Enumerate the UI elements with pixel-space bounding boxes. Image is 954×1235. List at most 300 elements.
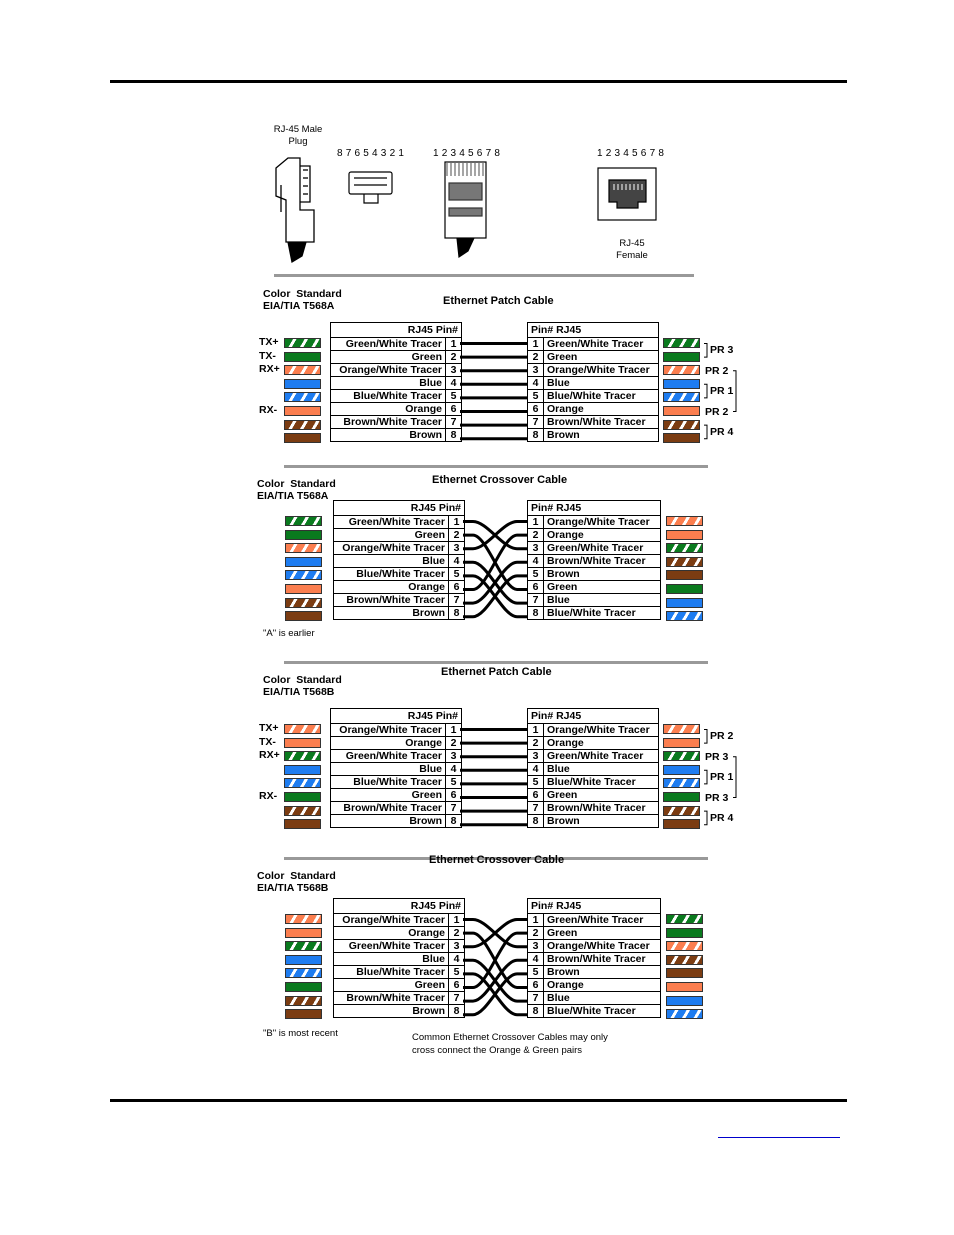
plug-end-icon (349, 172, 392, 203)
pair-label: PR 2 (705, 364, 729, 377)
right-pin-row (528, 428, 658, 441)
right-pin-row (528, 606, 660, 619)
pin-number: 5 (448, 568, 464, 580)
left-pin-row (331, 749, 461, 762)
signal-label: TX+ (259, 336, 279, 348)
left-pin-row (334, 926, 464, 939)
signal-label: TX- (259, 349, 276, 362)
pin-number: 4 (528, 953, 544, 965)
pair-bracket-top (704, 344, 707, 358)
pin-number: 7 (528, 594, 544, 606)
wire-color-name: Green/White Tracer (345, 750, 442, 762)
left-pin-row (334, 939, 464, 952)
signal-label: RX+ (259, 363, 280, 376)
color-standard-label: Color Standard EIA/TIA T568A (257, 478, 336, 502)
pair-bracket-top (704, 730, 707, 744)
left-pin-table (330, 322, 462, 442)
left-pin-row (334, 606, 464, 619)
right-header-text: Pin# RJ45 (531, 710, 582, 722)
pair-label: PR 2 (710, 730, 734, 743)
wire-color-name: Green (411, 351, 442, 363)
wire-color-name: Brown/White Tracer (547, 416, 646, 428)
left-header-text: RJ45 Pin# (410, 502, 461, 514)
pin-number: 6 (448, 979, 464, 991)
cable-title: Ethernet Crossover Cable (432, 474, 568, 486)
right-pin-row (528, 350, 658, 363)
wire-color-name: Blue (419, 763, 442, 775)
right-pin-row (528, 736, 658, 749)
wire-color-name: Blue/White Tracer (356, 966, 445, 978)
wire-color-name: Brown (547, 815, 580, 827)
wire-color-name: Brown (412, 1005, 445, 1017)
left-wire-swatch (285, 611, 322, 621)
left-pin-row (331, 402, 461, 415)
pin-number: 3 (528, 364, 544, 376)
left-wire-swatch (285, 598, 322, 608)
pin-number: 5 (528, 390, 544, 402)
left-pin-row (334, 567, 464, 580)
left-wire-swatch (284, 806, 321, 816)
left-table-header (334, 501, 464, 515)
left-pin-row (331, 389, 461, 402)
right-pin-row (528, 926, 660, 939)
pin-number: 4 (528, 377, 544, 389)
footer-note: Common Ethernet Crossover Cables may only cross connect the Orange & Green pairs (412, 1032, 608, 1056)
right-pin-row (528, 978, 660, 991)
pair-label: PR 1 (710, 385, 734, 398)
wire-color-name: Brown/White Tracer (547, 953, 646, 965)
pin-number: 7 (528, 802, 544, 814)
section-rule (284, 661, 708, 664)
wire-color-name: Brown/White Tracer (547, 802, 646, 814)
pin-number: 5 (528, 776, 544, 788)
right-wire-swatch (663, 738, 700, 748)
left-wire-swatch (284, 738, 321, 748)
right-pin-row (528, 389, 658, 402)
pin-number: 4 (448, 555, 464, 567)
wire-color-name: Blue/White Tracer (353, 390, 442, 402)
pin-number: 3 (528, 542, 544, 554)
female-jack-label: RJ-45 Female (616, 238, 648, 261)
right-pin-table (527, 322, 659, 442)
wire-color-name: Blue (422, 953, 445, 965)
right-wire-swatch (663, 724, 700, 734)
right-wire-swatch (666, 557, 703, 567)
pins-female-label: 12345678 (597, 148, 668, 159)
left-wire-swatch (285, 557, 322, 567)
section-rule (284, 465, 708, 468)
pin-number: 5 (528, 966, 544, 978)
wire-color-name: Blue (547, 594, 570, 606)
left-pin-row (334, 515, 464, 528)
pin-number: 1 (528, 516, 544, 528)
wire-connections (460, 708, 540, 858)
right-pin-row (528, 402, 658, 415)
wire-color-name: Brown/White Tracer (346, 594, 445, 606)
male-plug-label: RJ-45 Male Plug (273, 124, 323, 147)
right-pin-row (528, 415, 658, 428)
cable-section-2 (0, 470, 954, 660)
section-rule (274, 274, 694, 277)
right-pin-row (528, 801, 658, 814)
right-pin-row (528, 567, 660, 580)
right-wire-swatch (663, 765, 700, 775)
right-wire-swatch (666, 570, 703, 580)
pair-label: PR 1 (710, 771, 734, 784)
wire-color-name: Blue/White Tracer (547, 390, 636, 402)
left-header-text: RJ45 Pin# (407, 324, 458, 336)
wire-color-name: Blue/White Tracer (547, 1005, 636, 1017)
wire-color-name: Brown (409, 429, 442, 441)
right-pin-table (527, 500, 661, 620)
wire-color-name: Green (547, 351, 578, 363)
wire-color-name: Green (414, 529, 445, 541)
wire-color-name: Brown/White Tracer (547, 555, 646, 567)
left-pin-row (334, 554, 464, 567)
pin-number: 4 (528, 555, 544, 567)
left-pin-row (331, 415, 461, 428)
right-pin-row (528, 723, 658, 736)
wire-color-name: Orange/White Tracer (547, 364, 650, 376)
pin-number: 5 (445, 390, 461, 402)
wire-color-name: Green/White Tracer (547, 338, 644, 350)
right-pin-row (528, 376, 658, 389)
left-pin-row (331, 363, 461, 376)
left-pin-row (334, 541, 464, 554)
left-wire-swatch (285, 543, 322, 553)
section-note: "B" is most recent (263, 1028, 338, 1039)
left-pin-row (334, 913, 464, 926)
left-wire-swatch (284, 724, 321, 734)
pin-number: 2 (528, 529, 544, 541)
right-header-text: Pin# RJ45 (531, 502, 582, 514)
pin-number: 3 (445, 750, 461, 762)
left-pin-row (334, 991, 464, 1004)
right-wire-swatch (666, 598, 703, 608)
pin-number: 7 (445, 416, 461, 428)
left-header-text: RJ45 Pin# (410, 900, 461, 912)
female-jack-icon (598, 168, 656, 220)
pair-bracket-outer (733, 371, 736, 412)
wire-color-name: Green/White Tracer (547, 914, 644, 926)
left-wire-swatch (285, 996, 322, 1006)
left-wire-swatch (285, 570, 322, 580)
pin-number: 7 (528, 416, 544, 428)
color-standard-label: Color Standard EIA/TIA T568B (257, 870, 336, 894)
right-pin-table (527, 898, 661, 1018)
right-pin-row (528, 775, 658, 788)
left-pin-row (331, 775, 461, 788)
pin-number: 7 (445, 802, 461, 814)
right-wire-swatch (663, 352, 700, 362)
pair-label: PR 4 (710, 811, 734, 824)
right-pin-row (528, 1004, 660, 1017)
wire-color-name: Blue/White Tracer (547, 776, 636, 788)
left-wire-swatch (284, 420, 321, 430)
pin-number: 6 (528, 979, 544, 991)
left-wire-swatch (285, 516, 322, 526)
left-wire-swatch (284, 751, 321, 761)
right-wire-swatch (666, 968, 703, 978)
cable-section-1 (0, 280, 954, 470)
right-pin-row (528, 788, 658, 801)
signal-label: TX- (259, 735, 276, 748)
pin-number: 2 (528, 737, 544, 749)
footer-link-underline[interactable] (718, 1137, 840, 1138)
wire-color-name: Green (547, 581, 578, 593)
left-wire-swatch (284, 406, 321, 416)
left-wire-swatch (285, 982, 322, 992)
wire-color-name: Green (547, 789, 578, 801)
right-wire-swatch (663, 433, 700, 443)
cable-section-4 (0, 854, 954, 1052)
left-pin-row (331, 350, 461, 363)
pin-number: 6 (528, 581, 544, 593)
left-wire-swatch (284, 765, 321, 775)
right-wire-swatch (663, 338, 700, 348)
right-header-text: Pin# RJ45 (531, 324, 582, 336)
left-pin-row (331, 814, 461, 827)
cable-section-3 (0, 666, 954, 856)
left-wire-swatch (284, 778, 321, 788)
pin-number: 8 (448, 1005, 464, 1017)
right-wire-swatch (663, 379, 700, 389)
left-pin-row (331, 337, 461, 350)
right-pin-row (528, 554, 660, 567)
right-wire-swatch (663, 778, 700, 788)
pair-bracket-middle (704, 770, 707, 784)
right-pin-row (528, 593, 660, 606)
left-wire-swatch (284, 792, 321, 802)
wire-color-name: Brown/White Tracer (343, 416, 442, 428)
pin-number: 4 (528, 763, 544, 775)
pin-number: 8 (528, 429, 544, 441)
color-standard-label: Color Standard EIA/TIA T568A (263, 288, 342, 312)
left-pin-row (331, 428, 461, 441)
signal-label: RX- (259, 790, 278, 802)
pin-number: 3 (448, 542, 464, 554)
wire-color-name: Orange (547, 403, 584, 415)
signal-label: RX+ (259, 749, 280, 762)
right-wire-swatch (663, 392, 700, 402)
pin-number: 8 (528, 607, 544, 619)
wire-connections (463, 500, 543, 650)
left-wire-swatch (285, 941, 322, 951)
pin-number: 1 (445, 724, 461, 736)
right-wire-swatch (663, 420, 700, 430)
pair-label: PR 3 (705, 791, 729, 804)
right-pin-row (528, 939, 660, 952)
left-table-header (331, 709, 461, 723)
right-wire-swatch (666, 955, 703, 965)
left-table-header (331, 323, 461, 337)
pin-number: 8 (528, 1005, 544, 1017)
wire-color-name: Green/White Tracer (547, 542, 644, 554)
left-pin-table (333, 500, 465, 620)
pin-number: 6 (448, 581, 464, 593)
wire-color-name: Brown (547, 568, 580, 580)
signal-label: TX+ (259, 722, 279, 734)
pin-number: 2 (445, 737, 461, 749)
left-wire-swatch (284, 379, 321, 389)
right-pin-row (528, 515, 660, 528)
right-wire-swatch (663, 819, 700, 829)
pin-number: 7 (528, 992, 544, 1004)
left-wire-swatch (285, 928, 322, 938)
left-wire-swatch (284, 365, 321, 375)
male-plug-side-icon (276, 158, 314, 262)
wire-color-name: Orange/White Tracer (342, 542, 445, 554)
pin-number: 8 (445, 815, 461, 827)
left-wire-swatch (285, 530, 322, 540)
left-pin-row (334, 965, 464, 978)
pin-number: 1 (528, 914, 544, 926)
pair-bracket-outer (733, 757, 736, 798)
wire-color-name: Green/White Tracer (547, 750, 644, 762)
right-wire-swatch (666, 516, 703, 526)
right-pin-row (528, 363, 658, 376)
wire-color-name: Blue/White Tracer (356, 568, 445, 580)
wire-color-name: Green/White Tracer (345, 338, 442, 350)
left-pin-row (334, 1004, 464, 1017)
left-pin-row (334, 952, 464, 965)
pin-number: 6 (445, 789, 461, 801)
right-pin-row (528, 528, 660, 541)
left-pin-row (331, 762, 461, 775)
right-wire-swatch (663, 806, 700, 816)
cable-title: Ethernet Patch Cable (443, 295, 554, 307)
pin-number: 6 (445, 403, 461, 415)
right-wire-swatch (666, 982, 703, 992)
right-pin-row (528, 762, 658, 775)
signal-label: RX- (259, 404, 278, 416)
pin-number: 8 (448, 607, 464, 619)
pin-number: 6 (528, 789, 544, 801)
right-pin-table (527, 708, 659, 828)
pin-number: 2 (448, 529, 464, 541)
left-pin-row (334, 528, 464, 541)
left-pin-row (331, 736, 461, 749)
left-pin-row (331, 723, 461, 736)
cable-title: Ethernet Crossover Cable (429, 854, 565, 866)
right-wire-swatch (666, 1009, 703, 1019)
section-note: "A" is earlier (263, 628, 315, 639)
pin-number: 4 (445, 763, 461, 775)
right-wire-swatch (666, 584, 703, 594)
pin-number: 1 (448, 516, 464, 528)
pin-number: 3 (448, 940, 464, 952)
right-pin-row (528, 580, 660, 593)
right-wire-swatch (663, 751, 700, 761)
right-table-header (528, 501, 660, 515)
wire-color-name: Green (411, 789, 442, 801)
pair-bracket-bottom (704, 811, 707, 825)
right-table-header (528, 899, 660, 913)
left-table-header (334, 899, 464, 913)
wire-color-name: Orange (547, 737, 584, 749)
wire-color-name: Blue (547, 377, 570, 389)
left-pin-row (334, 580, 464, 593)
right-pin-row (528, 965, 660, 978)
wire-color-name: Brown (412, 607, 445, 619)
wire-color-name: Brown (547, 429, 580, 441)
wire-connections (460, 322, 540, 472)
right-pin-row (528, 913, 660, 926)
wire-color-name: Green (414, 979, 445, 991)
wire-color-name: Orange/White Tracer (342, 914, 445, 926)
connector-drawings (0, 0, 954, 280)
right-header-text: Pin# RJ45 (531, 900, 582, 912)
left-wire-swatch (284, 392, 321, 402)
left-wire-swatch (285, 584, 322, 594)
wire-color-name: Orange/White Tracer (547, 516, 650, 528)
left-wire-swatch (285, 968, 322, 978)
wire-color-name: Orange (408, 581, 445, 593)
right-wire-swatch (666, 928, 703, 938)
pin-number: 1 (445, 338, 461, 350)
left-pin-row (331, 801, 461, 814)
left-wire-swatch (284, 433, 321, 443)
right-pin-row (528, 541, 660, 554)
right-wire-swatch (666, 941, 703, 951)
wire-color-name: Orange (405, 403, 442, 415)
wire-color-name: Brown/White Tracer (343, 802, 442, 814)
right-pin-row (528, 952, 660, 965)
wire-color-name: Orange/White Tracer (547, 724, 650, 736)
pins-front-label: 12345678 (433, 148, 504, 159)
left-header-text: RJ45 Pin# (407, 710, 458, 722)
plug-front-icon (445, 162, 486, 257)
wire-color-name: Blue (547, 992, 570, 1004)
wire-connections (463, 898, 543, 1048)
wire-color-name: Orange (547, 529, 584, 541)
wire-color-name: Blue/White Tracer (547, 607, 636, 619)
pin-number: 4 (448, 953, 464, 965)
right-pin-row (528, 337, 658, 350)
right-table-header (528, 323, 658, 337)
right-wire-swatch (666, 914, 703, 924)
left-pin-table (333, 898, 465, 1018)
pin-number: 1 (448, 914, 464, 926)
wire-color-name: Blue/White Tracer (353, 776, 442, 788)
pin-number: 8 (445, 429, 461, 441)
wire-color-name: Orange (408, 927, 445, 939)
right-wire-swatch (663, 365, 700, 375)
pair-bracket-middle (704, 384, 707, 398)
wire-color-name: Orange/White Tracer (339, 724, 442, 736)
wire-color-name: Green/White Tracer (348, 516, 445, 528)
left-pin-table (330, 708, 462, 828)
pin-number: 2 (528, 351, 544, 363)
pin-number: 4 (445, 377, 461, 389)
left-wire-swatch (284, 352, 321, 362)
pin-number: 1 (528, 724, 544, 736)
left-pin-row (331, 376, 461, 389)
right-table-header (528, 709, 658, 723)
right-wire-swatch (666, 611, 703, 621)
wire-color-name: Blue (419, 377, 442, 389)
pin-number: 1 (528, 338, 544, 350)
pin-number: 8 (528, 815, 544, 827)
pin-number: 5 (448, 966, 464, 978)
pair-label: PR 2 (705, 405, 729, 418)
wire-color-name: Orange (547, 979, 584, 991)
pair-bracket-bottom (704, 425, 707, 439)
right-pin-row (528, 749, 658, 762)
wire-color-name: Green (547, 927, 578, 939)
wire-color-name: Brown/White Tracer (346, 992, 445, 1004)
left-wire-swatch (285, 1009, 322, 1019)
